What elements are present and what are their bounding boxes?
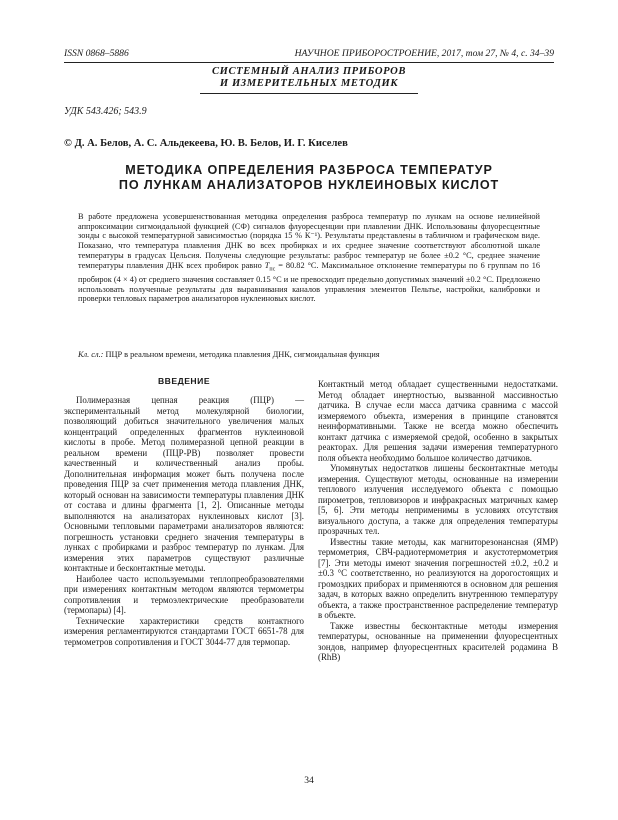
- section-title: [64, 66, 554, 90]
- left-paragraph-3: Технические характеристики средств контактного измерения регламентируются стандартами ГОСТ 6651-78 для термометров сопротивления и ГОСТ 3044-77 для термопар.: [64, 615, 304, 647]
- keywords: [78, 350, 540, 360]
- keywords-text: ПЦР в реальном времени, методика плавления ДНК, сигмоидальная функция: [103, 350, 380, 359]
- running-header: [64, 48, 554, 60]
- header-rule: [64, 62, 554, 63]
- formula-variable: T: [264, 260, 270, 270]
- formula-subscript: пс: [269, 266, 276, 273]
- right-column: [318, 379, 558, 663]
- section-rule: [200, 93, 418, 94]
- right-paragraph-2: Упомянутых недостатков лишены бесконтактные методы измерения. Существуют методы, основанные на измерении теплового излучения исследуемого объекта с помощью пирометров, тепловизоров и инфракрасных матричных камер [5, 6]. Эти методы неприменимы в условиях отсутствия визуального доступа, а также для определения температуры прозрачных тел.: [318, 463, 558, 536]
- abstract-text-part-2: = 80.82 °С. Максимальное отклонение температуры по 6 группам по 16 пробирок (4 × 4) от среднего значения составляет 0.15 °С и не превосходит предельно допустимых значений ±0.2 °С. Предложено использовать полученные результаты для выравнивания каналов управления элементов Пельтье, настройки, калибровки и проверки тепловых параметров анализаторов нуклеиновых кислот.: [78, 260, 540, 304]
- introduction-heading: ВВЕДЕНИЕ: [157, 376, 211, 386]
- issn: ISSN 0868–5886: [64, 48, 129, 59]
- keywords-label: Кл. сл.:: [78, 350, 104, 359]
- page-number: 34: [304, 775, 314, 786]
- left-column: [64, 376, 304, 647]
- right-paragraph-3: Известны такие методы, как магниторезонансная (ЯМР) термометрия, СВЧ-радиотермометрия и акустотермометрия [7]. Эти методы имеют значения погрешностей ±0.2, ±0.2 и ±0.3 °С соответственно, но реализуются на дорогостоящих и громоздких приборах и применяются в основном для решения задач, в которых важно определить внутреннюю температуру объекта, а также пространственное распределение температур в объекте.: [318, 536, 558, 620]
- udk-code: УДК 543.426; 543.9: [64, 106, 147, 117]
- journal-citation: НАУЧНОЕ ПРИБОРОСТРОЕНИЕ, 2017, том 27, № 4, с. 34–39: [294, 48, 554, 59]
- right-paragraph-4: Также известны бесконтактные методы измерения температуры, основанные на применении флуоресцентных зондов, например флуоресцентных красителей родамина В (RhB): [318, 620, 558, 662]
- authors: © Д. А. Белов, А. С. Альдекеева, Ю. В. Белов, И. Г. Киселев: [64, 138, 348, 149]
- article-title: [64, 163, 554, 193]
- section-title-line-1: СИСТЕМНЫЙ АНАЛИЗ ПРИБОРОВ: [211, 66, 407, 77]
- article-title-line-1: МЕТОДИКА ОПРЕДЕЛЕНИЯ РАЗБРОСА ТЕМПЕРАТУР: [125, 163, 493, 177]
- article-title-line-2: ПО ЛУНКАМ АНАЛИЗАТОРОВ НУКЛЕИНОВЫХ КИСЛОТ: [118, 178, 500, 192]
- left-paragraph-2: Наиболее часто используемыми теплопреобразователями при измерениях контактным методом являются термометры сопротивления и термоэлектрические преобразователи (термопары) [4].: [64, 573, 304, 615]
- abstract: [78, 212, 540, 304]
- left-paragraph-1: Полимеразная цепная реакция (ПЦР) — экспериментальный метод молекулярной биологии, позволяющий добиться значительного увеличения малых концентраций определенных фрагментов нуклеиновой кислоты в пробе. Метод полимеразной цепной реакции в реальном времени (ПЦР-РВ) позволяет провести качественный и количественный анализ пробы. Дополнительная информация может быть получена после проведения ПЦР за счет применения метода плавления ДНК, который основан на зависимости температуры плавления ДНК от состава и длины фрагмента [1, 2]. Описанные методы выполняются на анализаторах нуклеиновых кислот [3]. Основными тепловыми параметрами анализаторов являются: погрешность установки среднего значения температуры в лунках с пробирками и разброс температур по лункам. Для измерения этих параметров существуют различные контактные и бесконтактные методы.: [64, 395, 304, 573]
- section-title-line-2: И ИЗМЕРИТЕЛЬНЫХ МЕТОДИК: [219, 78, 399, 89]
- abstract-text-part-1: В работе предложена усовершенствованная методика определения разброса температур по лункам на основе нелинейной аппроксимации сигмоидальной функцией (СФ) сигналов флуоресценции при плавлении ДНК. Использованы флуоресцентные зонды с высокой температурной зависимостью (порядка 15 % К⁻¹). Результаты представлены в табличном и графическом виде. Показано, что температура плавления ДНК во всех пробирках и их среднее значение соответствуют абсолютной шкале температуры в градусах Цельсия. Получены следующие результаты: разброс температур не более ±0.2 °С, среднее значение температуры плавления ДНК всех пробирок равно: [78, 212, 540, 270]
- right-paragraph-1: Контактный метод обладает существенными недостатками. Метод обладает инертностью, вызванной массивностью датчика. В случае если масса датчика сравнима с массой измеряемого объекта, измерения в принципе становятся неинформативными. Также не всегда можно обеспечить контакт датчика с измеряемой средой, особенно в закрытых реакторах. Для решения задачи измерения температурного поля объекта необходимо большое количество датчиков.: [318, 379, 558, 463]
